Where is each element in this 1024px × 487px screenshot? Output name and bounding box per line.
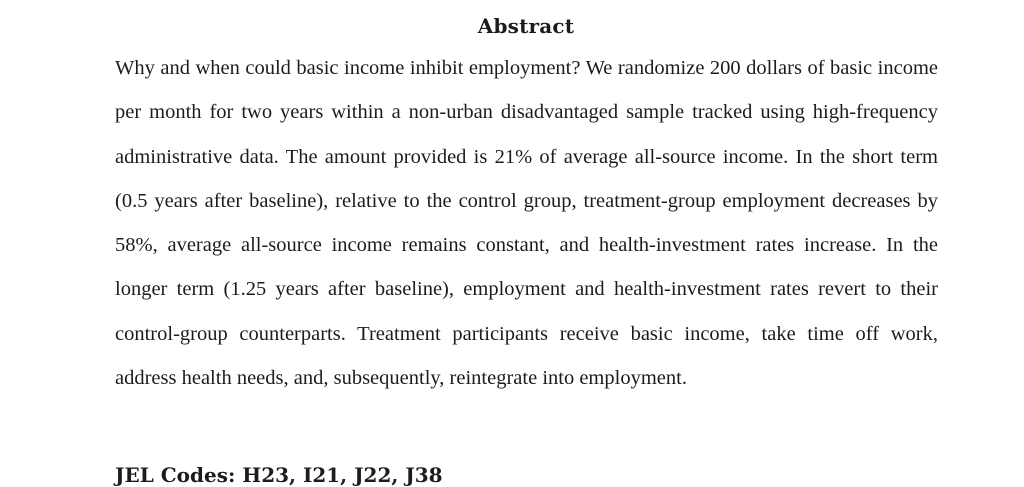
abstract-heading: Abstract: [477, 14, 575, 38]
jel-codes-heading: JEL Codes: H23, I21, J22, J38: [115, 463, 443, 487]
abstract-paragraph: Why and when could basic income inhibit employment? We randomize 200 dollars of basic income per month for two years within a non-urban disadvantaged sample tracked using high-frequency administrative data. The amount provided is 21% of average all-source income. In the short term (0.5 years after baseline), relative to the control group, treatment-group employment decreases by 58%, average all-source income remains constant, and health-investment rates increase. In the longer term (1.25 years after baseline), employment and health-investment rates revert to their control-group counterparts. Treatment participants receive basic income, take time off work, address health needs, and, subsequently, reintegrate into employment.: [115, 57, 938, 390]
abstract-body: [115, 46, 938, 400]
